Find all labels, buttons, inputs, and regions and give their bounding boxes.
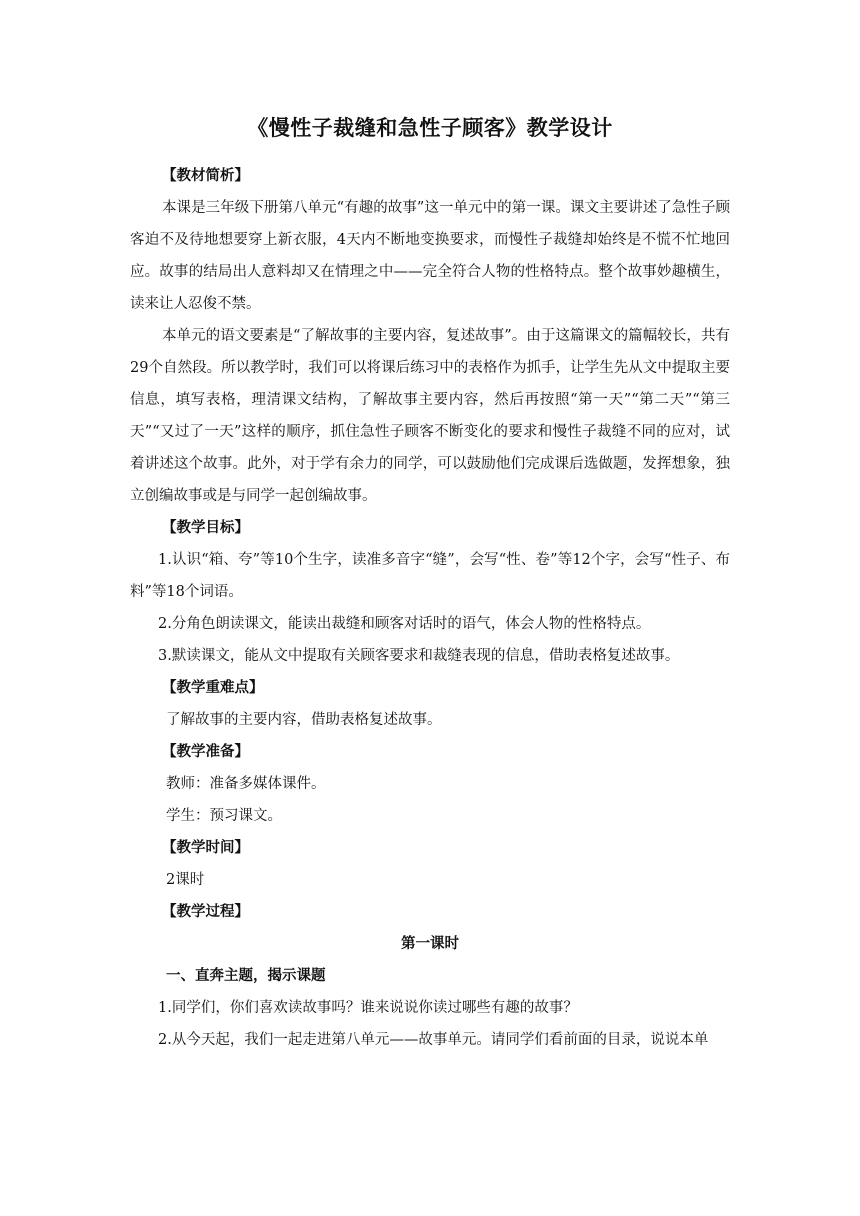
process-item: 2.从今天起，我们一起走进第八单元——故事单元。请同学们看前面的目录，说说本单 [158,1032,709,1048]
process-heading: 【教学过程】 [162,904,249,920]
preparation-heading: 【教学准备】 [162,744,249,760]
goal-item: 1.认识“箱、夸”等10个生字，读准多音字“缝”，会写“性、卷”等12个字，会写“性子、布料”等18个词语。 [130,552,730,600]
time-heading: 【教学时间】 [162,840,249,856]
time-text: 2课时 [166,872,205,888]
goals-heading: 【教学目标】 [162,520,249,536]
step-title: 一、直奔主题，揭示课题 [166,968,326,984]
document-title: 《慢性子裁缝和急性子顾客》教学设计 [247,116,613,140]
preparation-teacher: 教师：准备多媒体课件。 [166,776,326,792]
analysis-heading: 【教材简析】 [162,168,249,184]
goal-item: 2.分角色朗读课文，能读出裁缝和顾客对话时的语气，体会人物的性格特点。 [158,616,651,632]
keypoints-heading: 【教学重难点】 [162,680,264,696]
process-item: 1.同学们，你们喜欢读故事吗？谁来说说你读过哪些有趣的故事？ [158,1000,578,1016]
keypoints-text: 了解故事的主要内容，借助表格复述故事。 [166,712,442,728]
preparation-student: 学生：预习课文。 [166,808,282,824]
analysis-paragraph-2: 本单元的语文要素是“了解故事的主要内容，复述故事”。由于这篇课文的篇幅较长，共有29个自然段。所以教学时，我们可以将课后练习中的表格作为抓手，让学生先从文中提取主要信息，填写表格，理清课文结构，了解故事主要内容，然后再按照“第一天”“第二天”“第三天”“又过了一天”这样的顺序，抓住急性子顾客不断变化的要求和慢性子裁缝不同的应对，试着讲述这个故事。此外，对于学有余力的同学，可以鼓励他们完成课后选做题，发挥想象，独立创编故事或是与同学一起创编故事。 [130,328,730,504]
goal-item: 3.默读课文，能从文中提取有关顾客要求和裁缝表现的信息，借助表格复述故事。 [158,648,680,664]
document-body [130,160,730,1056]
lesson-title: 第一课时 [401,936,459,952]
analysis-paragraph-1: 本课是三年级下册第八单元“有趣的故事”这一单元中的第一课。课文主要讲述了急性子顾客迫不及待地想要穿上新衣服，4天内不断地变换要求，而慢性子裁缝却始终是不慌不忙地回应。故事的结局出人意料却又在情理之中——完全符合人物的性格特点。整个故事妙趣横生，读来让人忍俊不禁。 [130,200,730,312]
